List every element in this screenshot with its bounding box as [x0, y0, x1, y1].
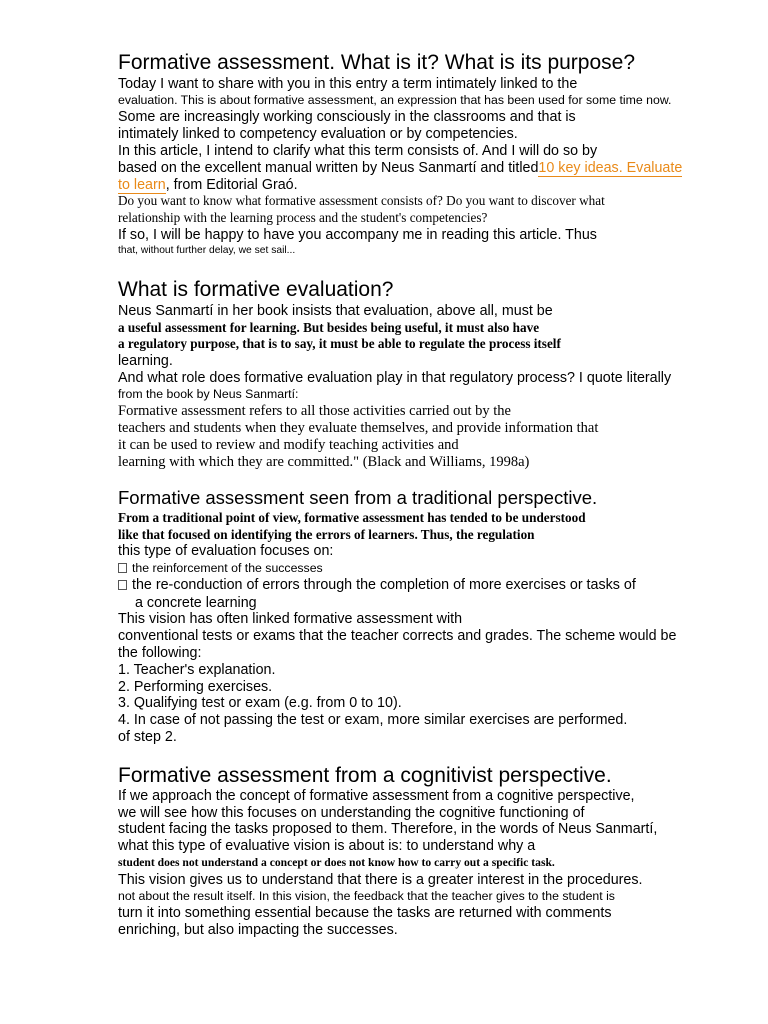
intro-line-text: based on the excellent manual written by Neus Sanmartí and titled — [118, 160, 539, 176]
step-item: 3. Qualifying test or exam (e.g. from 0 to 10). — [118, 695, 402, 711]
invite-line: If so, I will be happy to have you accompany me in reading this article. Thus — [118, 227, 597, 243]
section-heading-formative-evaluation: What is formative evaluation? — [118, 278, 394, 301]
question-line: relationship with the learning process and the student's competencies? — [118, 210, 488, 225]
section-heading-cognitivist: Formative assessment from a cognitivist perspective. — [118, 764, 612, 787]
body-line: And what role does formative evaluation play in that regulatory process? I quote literally — [118, 370, 672, 386]
body-line: enriching, but also impacting the successes. — [118, 922, 398, 938]
book-link[interactable]: 10 key ideas. Evaluate — [538, 160, 683, 176]
article-title: Formative assessment. What is it? What is its purpose? — [118, 51, 636, 74]
bullet-box-icon — [118, 580, 127, 590]
publisher-text: , from Editorial Graó. — [165, 177, 298, 193]
book-link-continuation[interactable]: to learn — [118, 177, 166, 193]
intro-line-with-link — [118, 160, 682, 177]
intro-line: evaluation. This is about formative assessment, an expression that has been used for some time now. — [118, 93, 672, 107]
body-line: This vision gives us to understand that there is a greater interest in the procedures. — [118, 872, 643, 888]
bold-line: a regulatory purpose, that is to say, it must be able to regulate the process itself — [118, 336, 561, 351]
body-line: we will see how this focuses on understanding the cognitive functioning of — [118, 805, 585, 821]
bullet-text: the re-conduction of errors through the completion of more exercises or tasks of — [132, 577, 636, 593]
quote-line: it can be used to review and modify teaching activities and — [118, 437, 459, 453]
body-line: student facing the tasks proposed to them. Therefore, in the words of Neus Sanmartí, — [118, 821, 658, 837]
intro-line: Some are increasingly working consciously in the classrooms and that is — [118, 109, 576, 125]
bold-line: a useful assessment for learning. But besides being useful, it must also have — [118, 320, 540, 335]
body-line: this type of evaluation focuses on: — [118, 543, 334, 559]
step-item: 2. Performing exercises. — [118, 679, 273, 695]
bold-line: like that focused on identifying the errors of learners. Thus, the regulation — [118, 527, 535, 542]
section-heading-traditional: Formative assessment seen from a traditional perspective. — [118, 487, 598, 508]
body-line: what this type of evaluative vision is about is: to understand why a — [118, 838, 536, 854]
bullet-item — [118, 577, 636, 594]
body-line: the following: — [118, 645, 202, 661]
body-line: learning. — [118, 353, 173, 369]
body-line: If we approach the concept of formative assessment from a cognitive perspective, — [118, 788, 635, 804]
body-line: not about the result itself. In this vision, the feedback that the teacher gives to the student is — [118, 889, 615, 903]
intro-line: intimately linked to competency evaluation or by competencies. — [118, 126, 518, 142]
invite-line: that, without further delay, we set sail... — [118, 245, 296, 256]
quote-line: teachers and students when they evaluate themselves, and provide information that — [118, 420, 599, 436]
intro-line: In this article, I intend to clarify what this term consists of. And I will do so by — [118, 143, 598, 159]
step-item: 1. Teacher's explanation. — [118, 662, 276, 678]
body-line: Neus Sanmartí in her book insists that evaluation, above all, must be — [118, 303, 553, 319]
quote-line: Formative assessment refers to all those activities carried out by the — [118, 403, 511, 419]
bullet-item — [118, 561, 323, 576]
question-line: Do you want to know what formative assessment consists of? Do you want to discover what — [118, 193, 605, 208]
body-line: conventional tests or exams that the teacher corrects and grades. The scheme would be — [118, 628, 677, 644]
bullet-box-icon — [118, 563, 127, 573]
body-line: This vision has often linked formative assessment with — [118, 611, 463, 627]
quote-line: learning with which they are committed." (Black and Williams, 1998a) — [118, 454, 530, 470]
step-item: of step 2. — [118, 729, 177, 745]
link-continuation-line — [118, 177, 298, 194]
step-item: 4. In case of not passing the test or exam, more similar exercises are performed. — [118, 712, 628, 728]
bold-line: student does not understand a concept or does not know how to carry out a specific task. — [118, 856, 555, 869]
body-line: turn it into something essential because the tasks are returned with comments — [118, 905, 612, 921]
bold-line: From a traditional point of view, formative assessment has tended to be understood — [118, 510, 586, 525]
bullet-text: the reinforcement of the successes — [132, 561, 323, 575]
body-line: from the book by Neus Sanmartí: — [118, 387, 299, 401]
intro-line: Today I want to share with you in this entry a term intimately linked to the — [118, 76, 578, 92]
bullet-continuation: a concrete learning — [135, 595, 257, 611]
